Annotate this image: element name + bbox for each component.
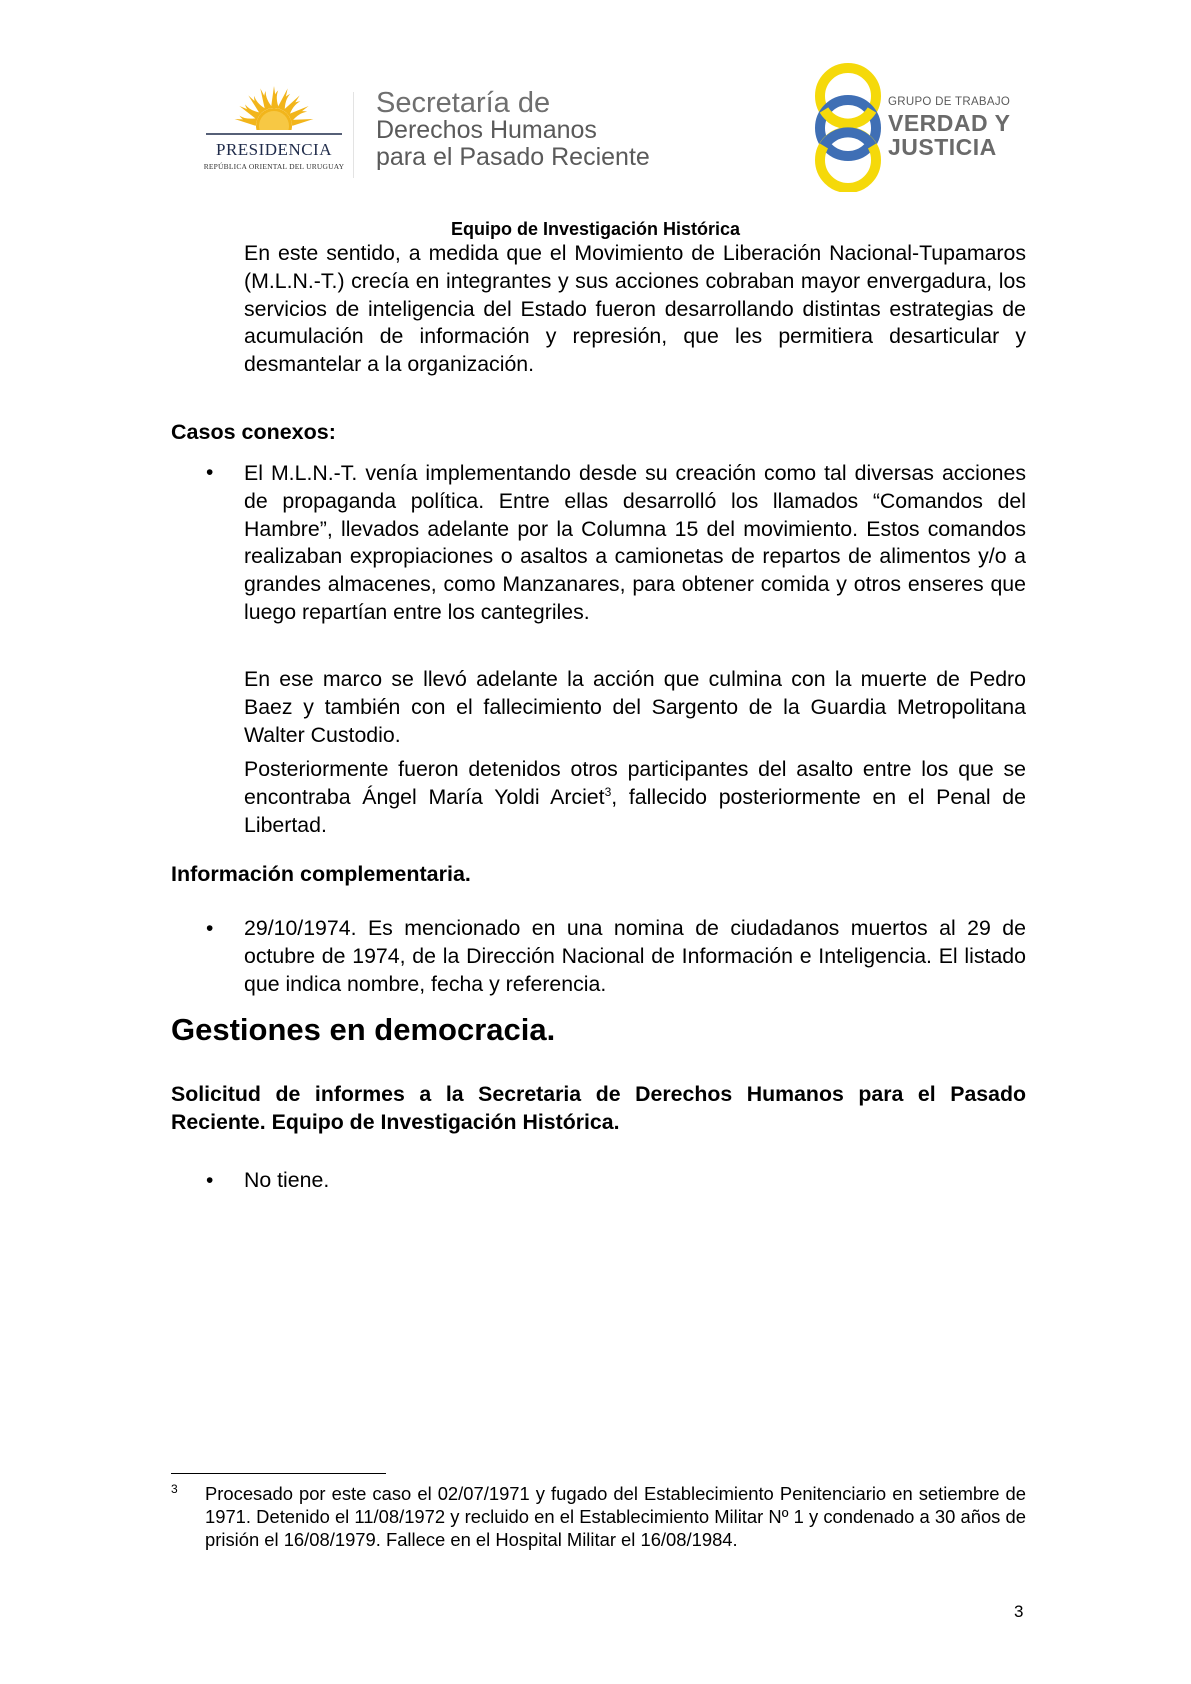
casos-paragraph-3	[244, 756, 1026, 839]
intro-paragraph-text: En este sentido, a medida que el Movimiento de Liberación Nacional-Tupamaros (M.L.N.-T.) crecía en integrantes y sus acciones cobraban mayor envergadura, los servicios de inteligencia del Estado fueron desarrollando distintas estrategias de acumulación de información y represión, que les permitiera desarticular y desmantelar a la organización.	[244, 241, 1026, 377]
secretaria-line-3: para el Pasado Reciente	[376, 143, 650, 171]
footnote-reference[interactable]: 3	[604, 784, 612, 799]
casos-paragraph-3-after: , fallecido posteriormente en el Penal de Libertad.	[244, 784, 1026, 837]
casos-conexos-heading: Casos conexos:	[171, 420, 336, 444]
footnote-text-content: Procesado por este caso el 02/07/1971 y fugado del Establecimiento Penitenciario en setiembre de 1971. Detenido el 11/08/1972 y recluido en el Establecimiento Militar Nº 1 y condenado a 30 años de prisión el 16/08/1979. Fallece en el Hospital Militar el 16/08/1984.	[205, 1483, 1026, 1550]
casos-bullet-paragraph	[244, 460, 1026, 627]
gestiones-heading: Gestiones en democracia.	[171, 1012, 556, 1047]
gtvj-verdad-text: VERDAD Y	[888, 110, 1011, 136]
page-number: 3	[1014, 1602, 1024, 1621]
solicitud-paragraph	[171, 1081, 1026, 1137]
gtvj-justicia-text: JUSTICIA	[888, 134, 997, 160]
header-subtitle: Equipo de Investigación Histórica	[450, 219, 741, 239]
secretaria-line-2: Derechos Humanos	[376, 116, 597, 144]
linked-rings-icon	[812, 62, 884, 192]
presidencia-logo	[196, 82, 352, 182]
solicitud-paragraph-text: Solicitud de informes a la Secretaria de Derechos Humanos para el Pasado Reciente. Equipo de Investigación Histórica.	[171, 1082, 1026, 1134]
header-divider	[353, 92, 354, 178]
no-tiene-item: No tiene.	[244, 1168, 330, 1192]
bullet-marker: •	[206, 917, 214, 940]
secretaria-line-1: Secretaría de	[376, 87, 551, 119]
info-bullet-paragraph	[244, 915, 1026, 998]
sun-of-may-icon	[196, 82, 352, 144]
casos-paragraph-2-text: En ese marco se llevó adelante la acción que culmina con la muerte de Pedro Baez y también con el fallecimiento del Sargento de la Guardia Metropolitana Walter Custodio.	[244, 667, 1026, 747]
footnote-number: 3	[171, 1482, 178, 1496]
footnote-separator	[171, 1473, 386, 1474]
gtvj-small-text: GRUPO DE TRABAJO	[888, 96, 1011, 108]
bullet-marker: •	[206, 1169, 214, 1192]
republica-wordmark: REPÚBLICA ORIENTAL DEL URUGUAY	[203, 162, 345, 171]
casos-paragraph-3-before: Posteriormente fueron detenidos otros participantes del asalto entre los que se encontraba Ángel María Yoldi Arciet	[244, 757, 1026, 809]
casos-paragraph-3-text	[244, 756, 1026, 839]
casos-bullet-text: El M.L.N.-T. venía implementando desde su creación como tal diversas acciones de propaganda política. Entre ellas desarrolló los llamados “Comandos del Hambre”, llevados adelante por la Columna 15 del movimiento. Estos comandos realizaban expropiaciones o asaltos a camionetas de repartos de alimentos y/o a grandes almacenes, como Manzanares, para obtener comida y otros enseres que luego repartían entre los cantegriles.	[244, 461, 1026, 624]
presidencia-wordmark: PRESIDENCIA	[215, 140, 332, 159]
secretaria-title	[376, 87, 650, 171]
informacion-complementaria-heading: Información complementaria.	[171, 862, 471, 886]
gtvj-logo	[812, 62, 1022, 192]
bullet-marker: •	[206, 461, 214, 484]
footnote-text	[205, 1482, 1026, 1551]
casos-paragraph-2	[244, 666, 1026, 749]
intro-paragraph	[244, 240, 1026, 379]
info-bullet-text: 29/10/1974. Es mencionado en una nomina de ciudadanos muertos al 29 de octubre de 1974, de la Dirección Nacional de Información e Inteligencia. El listado que indica nombre, fecha y referencia.	[244, 916, 1026, 996]
